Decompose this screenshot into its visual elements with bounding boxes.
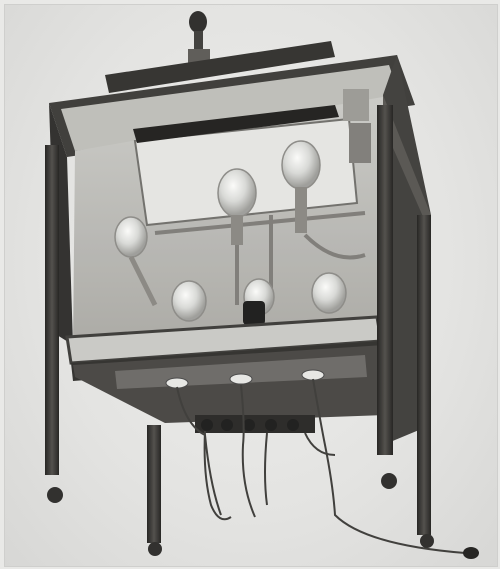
photograph [4,4,498,567]
cabinet-illustration [5,5,497,566]
